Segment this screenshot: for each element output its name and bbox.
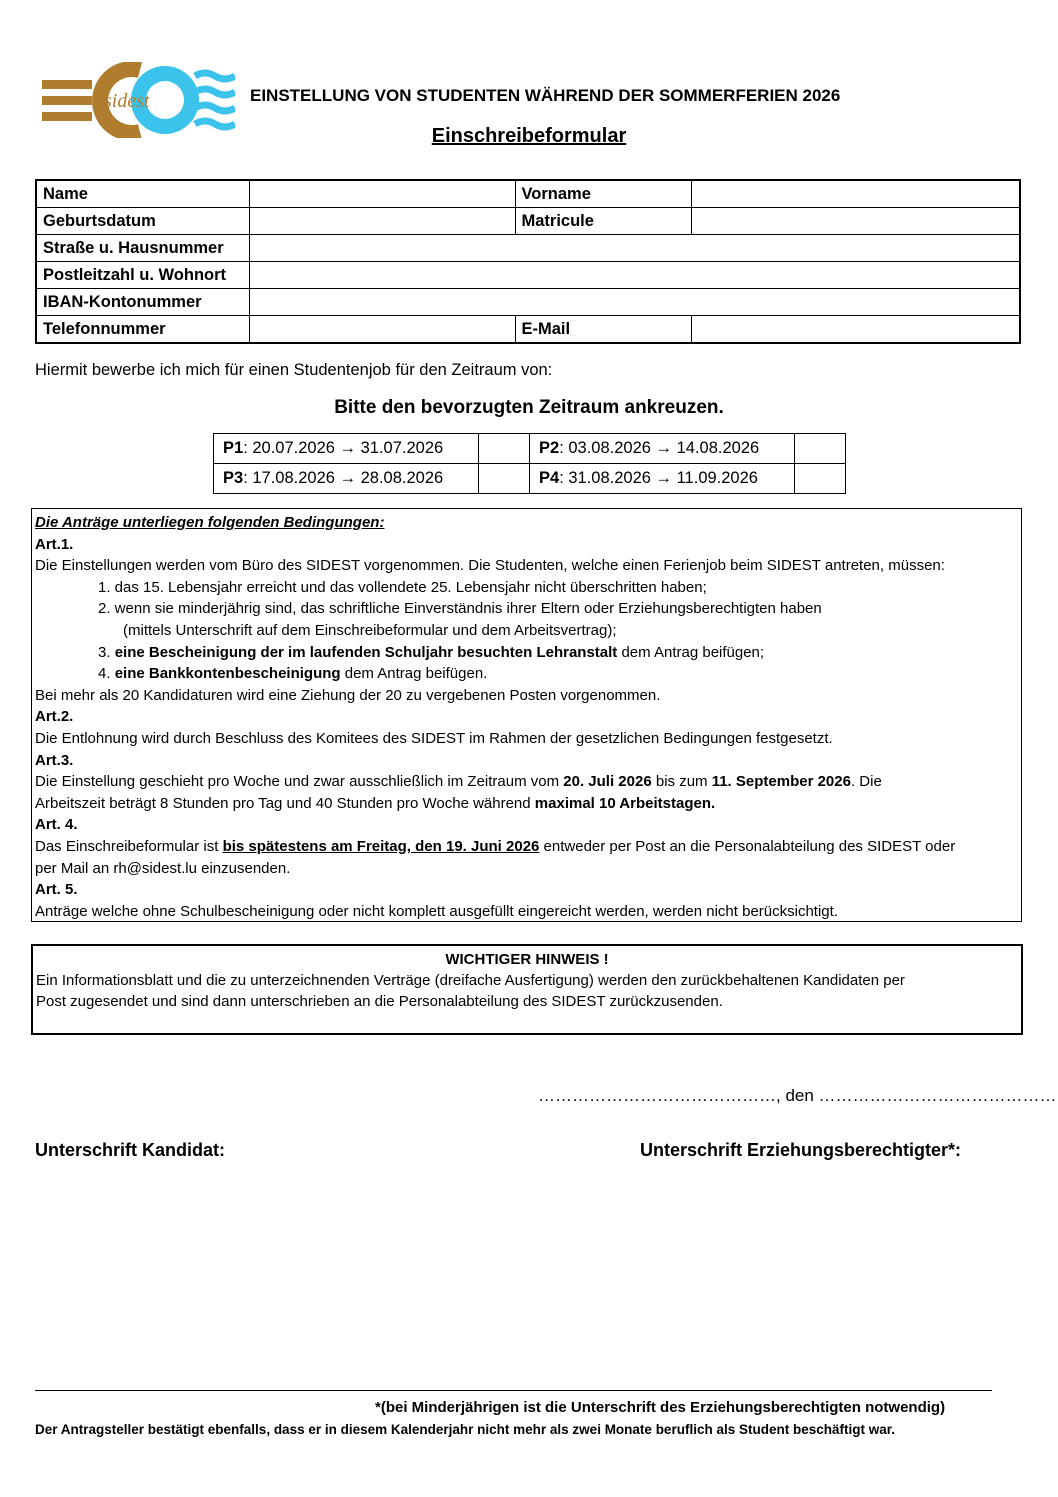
- footnote: *(bei Minderjährigen ist die Unterschrift des Erziehungsberechtigten notwendig): [375, 1399, 946, 1416]
- art1-title: Art.1.: [35, 535, 74, 553]
- art4-deadline: bis spätestens am Freitag, den 19. Juni 2026: [222, 837, 540, 855]
- art1-item-4: [35, 663, 1021, 685]
- art3-text: Die Einstellung geschieht pro Woche und zwar ausschließlich im Zeitraum vom: [35, 773, 564, 791]
- art1-item-3: [35, 642, 1021, 664]
- iban-field[interactable]: [249, 289, 1020, 316]
- art3-title: Art.3.: [35, 751, 74, 769]
- art3-max-days: maximal 10 Arbeitstagen.: [534, 794, 716, 812]
- notice-line-2: Post zugesendet und sind dann unterschrieben an die Personalabteilung des SIDEST zurückzusenden.: [36, 993, 723, 1010]
- art1-item-1: 1. das 15. Lebensjahr erreicht und das vollendete 25. Lebensjahr nicht überschritten haben;: [98, 578, 707, 596]
- name-field[interactable]: [249, 180, 515, 208]
- matricule-field[interactable]: [691, 208, 1020, 235]
- art3-line-2: [35, 793, 1021, 815]
- art1-item-2: 2. wenn sie minderjährig sind, das schriftliche Einverständnis ihrer Eltern oder Erziehungsberechtigten haben: [98, 600, 822, 618]
- matricule-label: Matricule: [515, 208, 691, 235]
- period-p1-checkbox[interactable]: [479, 434, 530, 464]
- period-p1: [214, 434, 479, 464]
- table-row: [36, 262, 1020, 289]
- personal-data-table: [35, 179, 1021, 344]
- art1-draw: Bei mehr als 20 Kandidaturen wird eine Ziehung der 20 zu vergebenen Posten vorgenommen.: [35, 686, 661, 704]
- telefon-label: Telefonnummer: [36, 316, 249, 344]
- conditions-heading: Die Anträge unterliegen folgenden Bedingungen:: [35, 514, 385, 531]
- strasse-label: Straße u. Hausnummer: [36, 235, 249, 262]
- period-code: P3: [223, 469, 244, 487]
- table-row: [214, 464, 846, 494]
- art3-start-date: 20. Juli 2026: [563, 773, 652, 791]
- vorname-field[interactable]: [691, 180, 1020, 208]
- logo-text: sidest: [104, 90, 150, 112]
- period-p2: [530, 434, 795, 464]
- art1-intro: Die Einstellungen werden vom Büro des SIDEST vorgenommen. Die Studenten, welche einen Ferienjob beim SIDEST antreten, müssen:: [35, 557, 945, 575]
- art4-title: Art. 4.: [35, 816, 78, 834]
- intro-text: Hiermit bewerbe ich mich für einen Studentenjob für den Zeitraum von:: [35, 361, 553, 379]
- declaration: Der Antragsteller bestätigt ebenfalls, dass er in diesem Kalenderjahr nicht mehr als zwei Monate beruflich als Student beschäftigt war.: [35, 1422, 895, 1437]
- art3-text: . Die: [850, 773, 882, 791]
- item-number: 3.: [98, 643, 115, 661]
- art3-end-date: 11. September 2026: [711, 773, 851, 791]
- period-range: : 03.08.2026 → 14.08.2026: [559, 439, 760, 457]
- periods-table: [213, 433, 846, 494]
- candidate-signature-label: Unterschrift Kandidat:: [35, 1140, 226, 1160]
- period-p4: [530, 464, 795, 494]
- guardian-signature-label: Unterschrift Erziehungsberechtigter*:: [640, 1140, 962, 1160]
- period-code: P2: [539, 439, 560, 457]
- name-label: Name: [36, 180, 249, 208]
- table-row: [36, 316, 1020, 344]
- notice-box: [31, 944, 1023, 1035]
- art3-text: Arbeitszeit beträgt 8 Stunden pro Tag und 40 Stunden pro Woche während: [35, 794, 535, 812]
- period-range: : 31.08.2026 → 11.09.2026: [559, 469, 758, 487]
- period-range: : 20.07.2026 → 31.07.2026: [243, 439, 444, 457]
- notice-heading: WICHTIGER HINWEIS !: [445, 951, 609, 968]
- vorname-label: Vorname: [515, 180, 691, 208]
- period-range: : 17.08.2026 → 28.08.2026: [243, 469, 444, 487]
- notice-line-1: Ein Informationsblatt und die zu unterzeichnenden Verträge (dreifache Ausfertigung) werden den zurückbehaltenen Kandidaten per: [36, 972, 905, 989]
- iban-label: IBAN-Kontonummer: [36, 289, 249, 316]
- table-row: [214, 434, 846, 464]
- strasse-field[interactable]: [249, 235, 1020, 262]
- item-text: dem Antrag beifügen;: [617, 643, 765, 661]
- period-p3: [214, 464, 479, 494]
- footer-divider: [35, 1390, 992, 1391]
- table-row: [36, 289, 1020, 316]
- period-p2-checkbox[interactable]: [795, 434, 846, 464]
- geburtsdatum-field[interactable]: [249, 208, 515, 235]
- postleitzahl-label: Postleitzahl u. Wohnort: [36, 262, 249, 289]
- period-code: P4: [539, 469, 560, 487]
- item-bold-text: eine Bankkontenbescheinigung: [114, 665, 341, 683]
- place-date-line: ……………………………………, den ……………………………………: [538, 1086, 1057, 1105]
- item-number: 4.: [98, 665, 115, 683]
- telefon-field[interactable]: [249, 316, 515, 344]
- art2-title: Art.2.: [35, 708, 74, 726]
- art5-text: Anträge welche ohne Schulbescheinigung oder nicht komplett ausgefüllt eingereicht werden, werden nicht berücksichtigt.: [35, 902, 838, 920]
- table-row: [36, 180, 1020, 208]
- art2-text: Die Entlohnung wird durch Beschluss des Komitees des SIDEST im Rahmen der gesetzlichen Bedingungen festgesetzt.: [35, 729, 833, 747]
- art1-item-2-cont: (mittels Unterschrift auf dem Einschreibeformular und dem Arbeitsvertrag);: [123, 621, 617, 639]
- period-p4-checkbox[interactable]: [795, 464, 846, 494]
- period-code: P1: [223, 439, 244, 457]
- form-title: Einschreibeformular: [431, 125, 627, 147]
- geburtsdatum-label: Geburtsdatum: [36, 208, 249, 235]
- art3-line-1: [35, 771, 1021, 793]
- conditions-box: [31, 508, 1022, 922]
- email-field[interactable]: [691, 316, 1020, 344]
- art4-text: entweder per Post an die Personalabteilung des SIDEST oder: [539, 837, 956, 855]
- table-row: [36, 208, 1020, 235]
- period-p3-checkbox[interactable]: [479, 464, 530, 494]
- period-heading: Bitte den bevorzugten Zeitraum ankreuzen.: [334, 397, 724, 418]
- item-text: dem Antrag beifügen.: [340, 665, 488, 683]
- art5-title: Art. 5.: [35, 881, 78, 899]
- art4-text: Das Einschreibeformular ist: [35, 837, 223, 855]
- art4-line-2: per Mail an rh@sidest.lu einzusenden.: [35, 859, 291, 877]
- document-title: EINSTELLUNG VON STUDENTEN WÄHREND DER SOMMERFERIEN 2026: [250, 86, 841, 105]
- table-row: [36, 235, 1020, 262]
- email-label: E-Mail: [515, 316, 691, 344]
- postleitzahl-field[interactable]: [249, 262, 1020, 289]
- item-bold-text: eine Bescheinigung der im laufenden Schuljahr besuchten Lehranstalt: [114, 643, 618, 661]
- art4-line-1: [35, 836, 1021, 858]
- art3-text: bis zum: [651, 773, 712, 791]
